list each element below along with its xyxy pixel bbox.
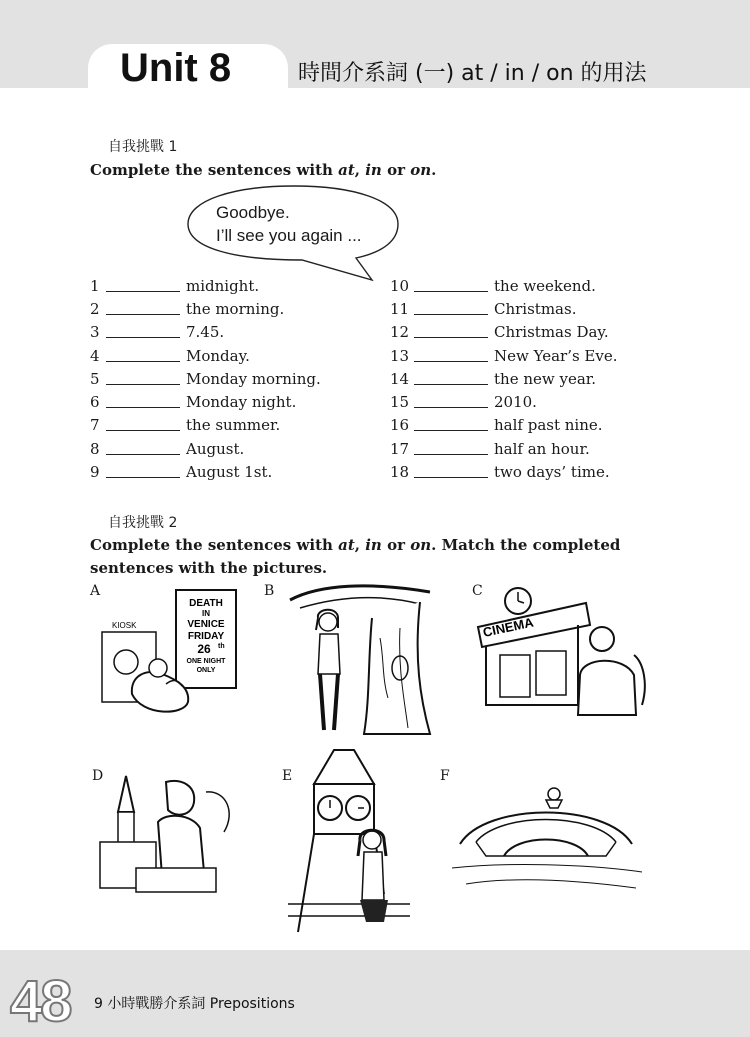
exercise-number: 3	[90, 323, 100, 342]
picture-label-d: D	[92, 768, 104, 784]
exercise-item	[390, 390, 618, 413]
exercise-item	[90, 460, 321, 483]
exercise-number: 8	[90, 439, 100, 458]
exercise-item	[90, 297, 321, 320]
exercise-number: 11	[390, 299, 410, 318]
answer-blank[interactable]	[414, 419, 488, 431]
exercise-number: 1	[90, 276, 100, 295]
exercise-item	[390, 321, 618, 344]
svg-text:KIOSK: KIOSK	[112, 621, 137, 630]
answer-blank[interactable]	[106, 303, 180, 315]
exercise-item	[90, 321, 321, 344]
picture-label-f: F	[440, 768, 450, 784]
svg-text:CINEMA: CINEMA	[481, 614, 535, 640]
exercise-text: Monday.	[186, 346, 250, 365]
exercise-text: August 1st.	[186, 463, 273, 482]
answer-blank[interactable]	[106, 280, 180, 292]
picture-e-clock-tower	[284, 744, 414, 936]
picture-c-cinema	[474, 585, 654, 725]
svg-text:26: 26	[197, 642, 211, 656]
exercise-number: 6	[90, 393, 100, 412]
section1-heading: 自我挑戰 1	[108, 139, 178, 155]
exercise-number: 5	[90, 369, 100, 388]
footer-book-title: 9 小時戰勝介系詞 Prepositions	[94, 996, 295, 1012]
answer-blank[interactable]	[414, 373, 488, 385]
section2-instruction: Complete the sentences with at, in or on. Match the completed sentences with the pictures.	[90, 536, 621, 577]
svg-text:IN: IN	[202, 609, 210, 618]
answer-blank[interactable]	[414, 466, 488, 478]
unit-title: Unit 8	[120, 46, 232, 90]
exercise-item	[390, 414, 618, 437]
section1-instruction: Complete the sentences with at, in or on.	[90, 161, 437, 179]
speech-bubble-text: Goodbye. I’ll see you again ...	[216, 203, 362, 245]
answer-blank[interactable]	[106, 373, 180, 385]
exercise-item	[390, 344, 618, 367]
unit-subtitle: 時間介系詞 (一) at / in / on 的用法	[298, 61, 647, 86]
page-number: 48	[10, 969, 71, 1034]
answer-blank[interactable]	[106, 350, 180, 362]
picture-b-woman-tree	[280, 578, 440, 738]
exercise-text: Christmas Day.	[494, 323, 609, 342]
exercise-text: Monday night.	[186, 393, 297, 412]
exercise-column-right	[390, 274, 618, 484]
exercise-item	[90, 367, 321, 390]
exercise-column-left	[90, 274, 321, 484]
exercise-number: 9	[90, 463, 100, 482]
exercise-item	[390, 460, 618, 483]
exercise-text: the weekend.	[494, 276, 596, 295]
exercise-text: the summer.	[186, 416, 281, 435]
exercise-number: 13	[390, 346, 410, 365]
exercise-number: 18	[390, 463, 410, 482]
exercise-item	[90, 390, 321, 413]
exercise-text: half an hour.	[494, 439, 590, 458]
exercise-number: 7	[90, 416, 100, 435]
answer-blank[interactable]	[414, 303, 488, 315]
svg-text:DEATH: DEATH	[189, 598, 223, 609]
answer-blank[interactable]	[106, 326, 180, 338]
exercise-item	[90, 414, 321, 437]
exercise-item	[390, 297, 618, 320]
exercise-number: 4	[90, 346, 100, 365]
svg-text:FRIDAY: FRIDAY	[187, 631, 225, 642]
answer-blank[interactable]	[106, 466, 180, 478]
exercise-number: 12	[390, 323, 410, 342]
exercise-number: 14	[390, 369, 410, 388]
section2-heading: 自我挑戰 2	[108, 515, 178, 531]
exercise-item	[390, 274, 618, 297]
exercise-text: midnight.	[186, 276, 260, 295]
picture-label-c: C	[472, 583, 483, 599]
exercise-item	[390, 437, 618, 460]
answer-blank[interactable]	[414, 443, 488, 455]
exercise-number: 10	[390, 276, 410, 295]
exercise-text: the morning.	[186, 299, 285, 318]
svg-text:ONLY: ONLY	[196, 667, 216, 674]
picture-label-e: E	[282, 768, 293, 784]
exercise-text: August.	[186, 439, 245, 458]
picture-d-church-man	[96, 772, 246, 900]
answer-blank[interactable]	[414, 350, 488, 362]
exercise-text: the new year.	[494, 369, 597, 388]
answer-blank[interactable]	[106, 419, 180, 431]
exercise-text: two days’ time.	[494, 463, 610, 482]
exercise-item	[390, 367, 618, 390]
exercise-text: Monday morning.	[186, 369, 321, 388]
exercise-number: 17	[390, 439, 410, 458]
exercise-number: 15	[390, 393, 410, 412]
exercise-text: Christmas.	[494, 299, 577, 318]
exercise-number: 2	[90, 299, 100, 318]
picture-label-a: A	[90, 583, 101, 599]
exercise-text: 7.45.	[186, 323, 225, 342]
answer-blank[interactable]	[414, 396, 488, 408]
exercise-item	[90, 437, 321, 460]
svg-text:ONE NIGHT: ONE NIGHT	[186, 658, 226, 665]
exercise-text: New Year’s Eve.	[494, 346, 618, 365]
svg-text:th: th	[218, 643, 225, 650]
exercise-text: 2010.	[494, 393, 537, 412]
answer-blank[interactable]	[414, 326, 488, 338]
picture-label-b: B	[264, 583, 275, 599]
answer-blank[interactable]	[414, 280, 488, 292]
answer-blank[interactable]	[106, 443, 180, 455]
exercise-item	[90, 274, 321, 297]
answer-blank[interactable]	[106, 396, 180, 408]
exercise-number: 16	[390, 416, 410, 435]
exercise-item	[90, 344, 321, 367]
picture-f-bridge	[446, 772, 646, 900]
svg-text:VENICE: VENICE	[187, 619, 225, 630]
picture-a-kiosk-poster	[96, 584, 256, 724]
exercise-text: half past nine.	[494, 416, 603, 435]
